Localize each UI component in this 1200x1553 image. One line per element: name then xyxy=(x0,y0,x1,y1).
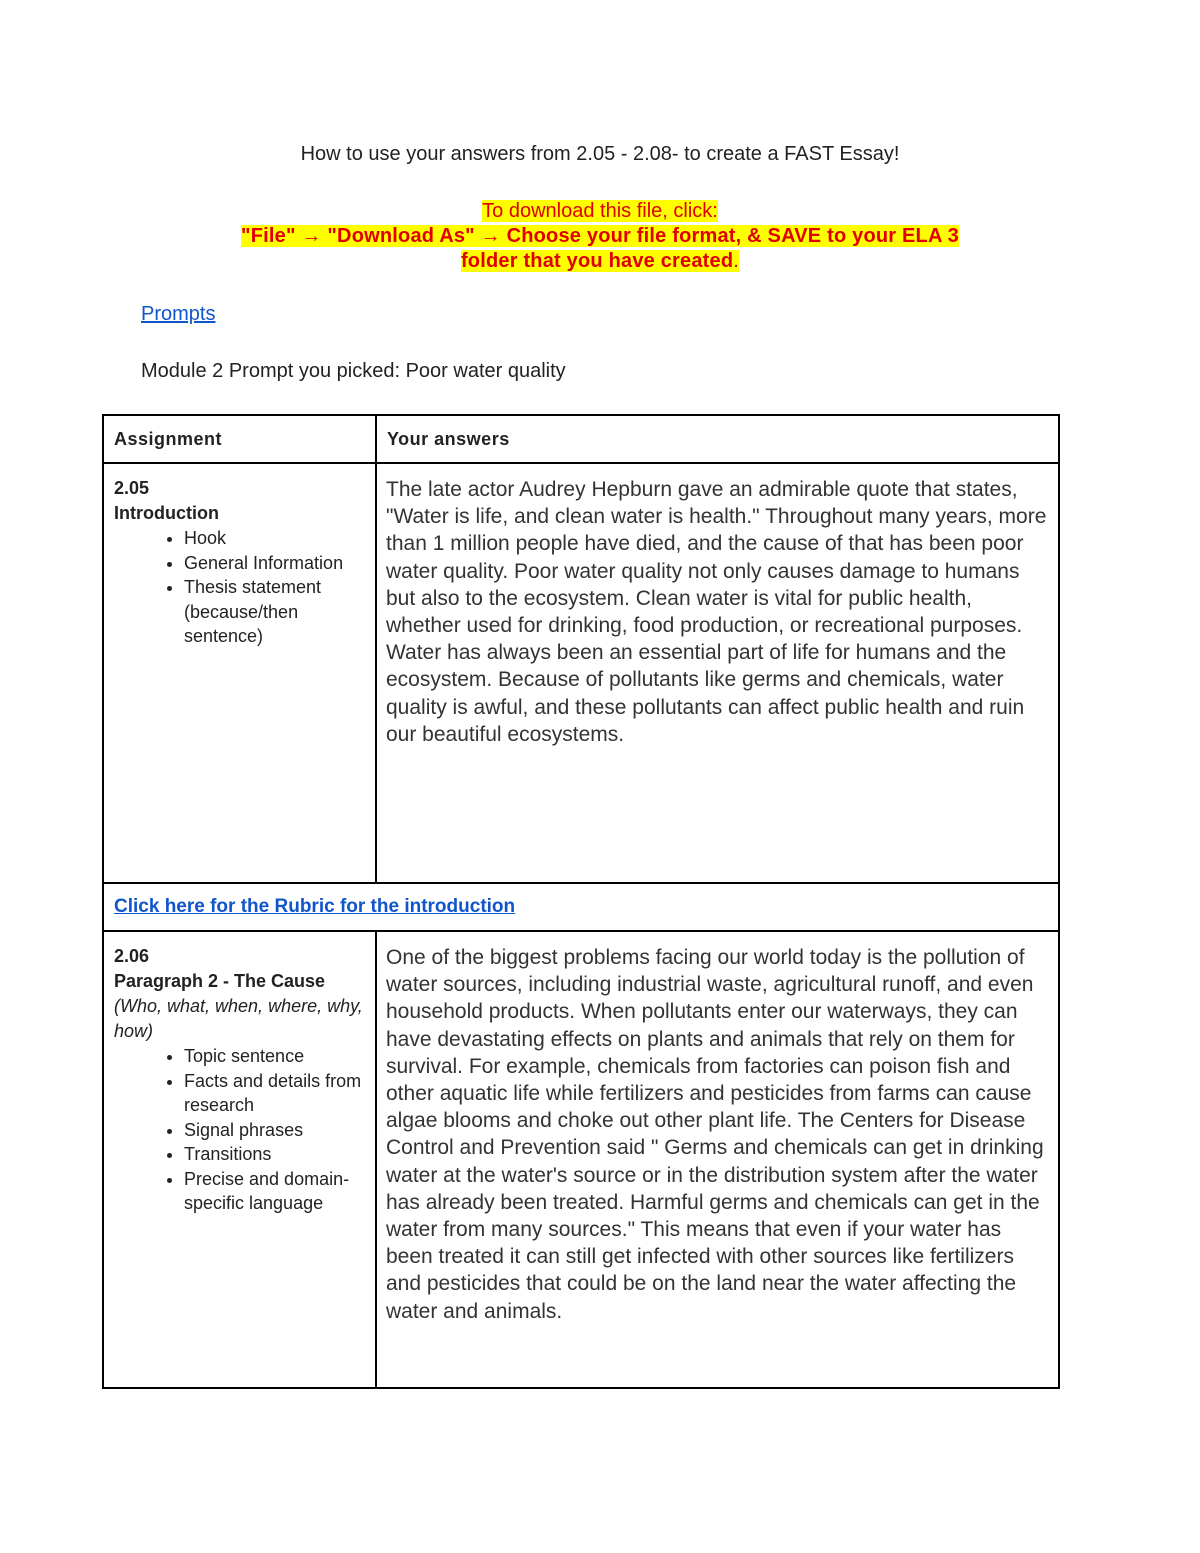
essay-table xyxy=(102,414,1060,1389)
table-row xyxy=(103,463,1059,883)
list-item: • Topic sentence xyxy=(184,1044,367,1069)
row2-heading: Paragraph 2 - The Cause xyxy=(114,971,326,991)
download-line-1: To download this file, click: xyxy=(482,200,718,222)
header-answers: Your answers xyxy=(387,428,510,449)
list-item: • General Information xyxy=(184,551,367,576)
prompts-link[interactable]: Prompts xyxy=(141,303,216,325)
row2-number: 2.06 xyxy=(114,946,150,966)
download-line-3: folder that you have created xyxy=(460,250,734,272)
list-item: • Thesis statement (because/then sentence) xyxy=(184,575,367,649)
row1-bullet-list xyxy=(114,526,367,649)
row2-heading-italic: (Who, what, when, where, why, how) xyxy=(114,996,363,1041)
prompt-picked: Module 2 Prompt you picked: Poor water quality xyxy=(141,360,566,382)
rubric-row xyxy=(103,883,1059,931)
row1-number: 2.05 xyxy=(114,478,150,498)
header-assignment: Assignment xyxy=(114,428,223,449)
download-instructions xyxy=(0,199,1200,274)
table-row xyxy=(103,931,1059,1388)
list-item: • Hook xyxy=(184,526,367,551)
row1-answer[interactable]: The late actor Audrey Hepburn gave an admirable quote that states, "Water is life, and clean water is health." Throughout many years, more than 1 million people have died, and the cause of that has been poor water quality. Poor water quality not only causes damage to humans but also to the ecosystem. Clean water is vital for public health, whether used for drinking, food production, or recreational purposes. Water has always been an essential part of life for humans and the ecosystem. Because of pollutants like germs and chemicals, water quality is awful, and these pollutants can affect public health and ruin our beautiful ecosystems. xyxy=(386,478,1047,746)
row2-bullet-list xyxy=(114,1044,367,1216)
rubric-link[interactable]: Click here for the Rubric for the introduction xyxy=(114,896,516,917)
list-item: • Precise and domain-specific language xyxy=(184,1167,367,1216)
download-line-3-period: . xyxy=(733,250,740,272)
document-title: How to use your answers from 2.05 - 2.08- to create a FAST Essay! xyxy=(300,143,900,165)
row1-heading: Introduction xyxy=(114,503,219,523)
list-item: • Facts and details from research xyxy=(184,1069,367,1118)
list-item: • Transitions xyxy=(184,1142,367,1167)
download-line-2: "File" → "Download As" → Choose your file format, & SAVE to your ELA 3 xyxy=(241,225,959,247)
table-header-row xyxy=(103,415,1059,463)
row2-answer[interactable]: One of the biggest problems facing our world today is the pollution of water sources, including industrial waste, agricultural runoff, and even household products. When pollutants enter our waterways, they can have devastating effects on plants and animals that rely on them for survival. For example, chemicals from factories can poison fish and other aquatic life while fertilizers and pesticides from farms can cause algae blooms and choke out other plant life. The Centers for Disease Control and Prevention said " Germs and chemicals can get in drinking water at the water's source or in the distribution system after the water has already been treated. Harmful germs and chemicals can get in the water from many sources." This means that even if your water has been treated it can still get infected with other sources like fertilizers and pesticides that could be on the land near the water affecting the water and animals. xyxy=(386,946,1044,1323)
list-item: • Signal phrases xyxy=(184,1118,367,1143)
